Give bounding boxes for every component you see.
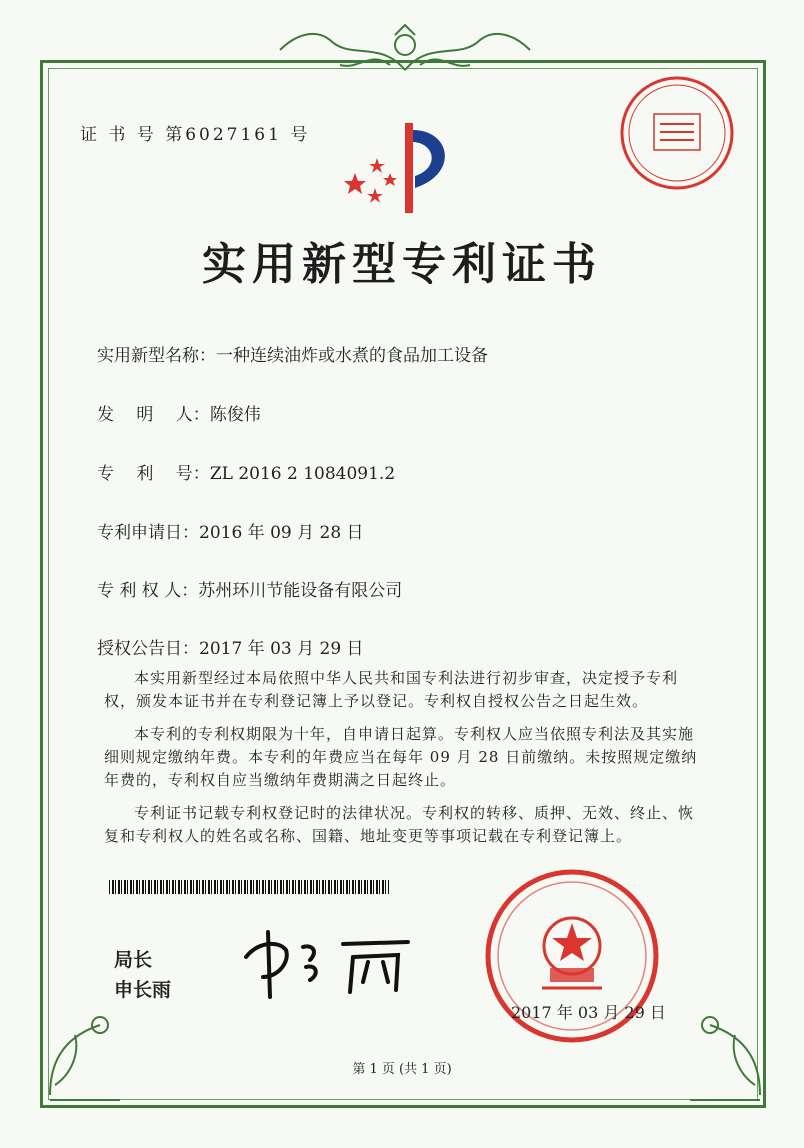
certificate-number: 证 书 号 第6027161 号: [80, 125, 311, 145]
field-label: 专利申请日：: [97, 523, 199, 543]
field-value: 陈俊伟: [209, 405, 261, 425]
director-title: 局长: [114, 949, 153, 971]
body-paragraph: 专利证书记载专利权登记时的法律状况。专利权的转移、质押、无效、终止、恢复和专利权人的姓名或名称、国籍、地址变更等事项记载在专利登记簿上。: [104, 804, 695, 845]
director-signature-icon: [238, 922, 418, 1002]
field-label: 授权公告日：: [97, 639, 199, 659]
seal-date: 2017 年 03 月 29 日: [511, 1003, 666, 1022]
field-label: 实用新型名称：: [97, 346, 216, 366]
field-value: 苏州环川节能设备有限公司: [198, 581, 403, 601]
field-label: 发 明 人：: [97, 405, 210, 425]
director-name: 申长雨: [114, 979, 172, 1001]
field-value: 2017 年 03 月 29 日: [199, 639, 364, 659]
bottom-right-ornament-icon: [680, 995, 770, 1105]
bottom-left-ornament-icon: [40, 995, 130, 1105]
certificate-body: [104, 667, 704, 858]
body-paragraph: 本实用新型经过本局依照中华人民共和国专利法进行初步审查，决定授予专利权，颁发本证书并在专利登记簿上予以登记。专利权自授权公告之日起生效。: [104, 669, 679, 710]
cnipa-logo-icon: [335, 118, 465, 218]
field-value: 2016 年 09 月 28 日: [199, 523, 364, 543]
field-label: 专 利 权 人：: [97, 581, 199, 601]
utility-model-name-field: [97, 341, 488, 366]
field-value: ZL 2016 2 1084091.2: [209, 464, 396, 484]
barcode: [109, 880, 389, 894]
agency-seal-icon: [618, 74, 736, 192]
page-number: 第 1 页 (共 1 页): [352, 1062, 452, 1077]
patent-number-field: [97, 459, 395, 484]
top-ornament-icon: [270, 20, 540, 80]
inventor-field: [97, 400, 261, 425]
patentee-field: [97, 576, 402, 601]
field-label: 专 利 号：: [97, 464, 210, 484]
grant-date-field: [97, 634, 364, 659]
body-paragraph: 本专利的专利权期限为十年，自申请日起算。专利权人应当依照专利法及其实施细则规定缴纳年费。本专利的年费应当在每年 09 月 28 日前缴纳。未按照规定缴纳年费的，专利权自应当缴纳年费期满之日起终止。: [104, 725, 698, 789]
field-value: 一种连续油炸或水煮的食品加工设备: [216, 346, 488, 366]
page-title: 实用新型专利证书: [202, 239, 602, 290]
application-date-field: [97, 518, 364, 543]
